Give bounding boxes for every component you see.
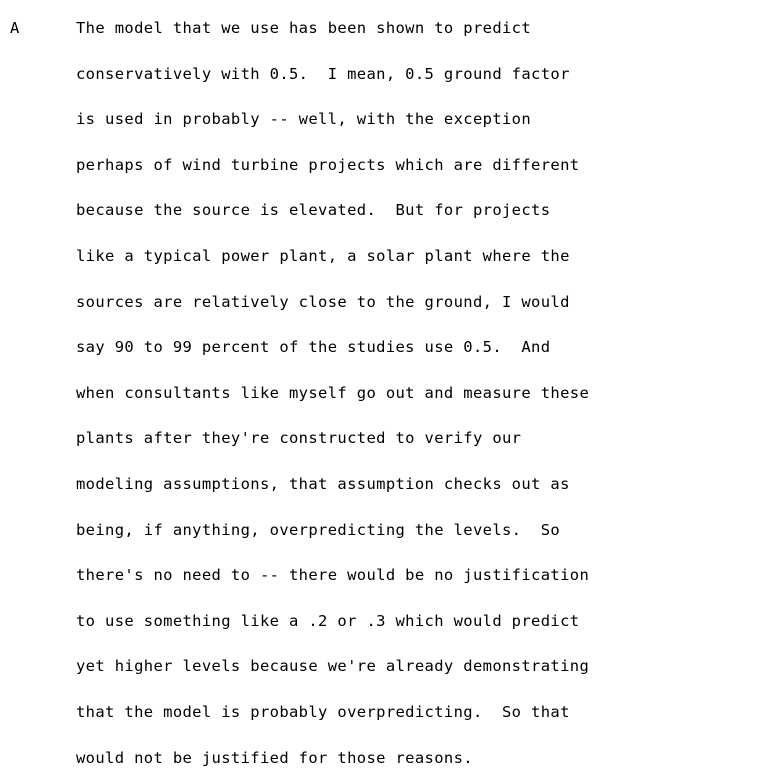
answer-text	[76, 6, 768, 781]
speaker-label: A	[0, 6, 76, 52]
transcript-line: is used in probably -- well, with the exception	[76, 97, 762, 143]
transcript-line: conservatively with 0.5. I mean, 0.5 ground factor	[76, 52, 762, 98]
transcript-line: yet higher levels because we're already demonstrating	[76, 644, 762, 690]
transcript-line: because the source is elevated. But for projects	[76, 188, 762, 234]
transcript-line: The model that we use has been shown to predict	[76, 6, 762, 52]
transcript-line: like a typical power plant, a solar plant where the	[76, 234, 762, 280]
transcript-line: that the model is probably overpredicting. So that	[76, 690, 762, 736]
transcript-line: when consultants like myself go out and measure these	[76, 371, 762, 417]
transcript-line: sources are relatively close to the ground, I would	[76, 280, 762, 326]
transcript-line: to use something like a .2 or .3 which would predict	[76, 599, 762, 645]
transcript-line: modeling assumptions, that assumption checks out as	[76, 462, 762, 508]
transcript-line: perhaps of wind turbine projects which are different	[76, 143, 762, 189]
transcript-line: there's no need to -- there would be no justification	[76, 553, 762, 599]
transcript-line: say 90 to 99 percent of the studies use 0.5. And	[76, 325, 762, 371]
transcript-line: would not be justified for those reasons.	[76, 736, 762, 781]
transcript-line: plants after they're constructed to verify our	[76, 416, 762, 462]
qa-block	[0, 6, 768, 781]
transcript-line: being, if anything, overpredicting the levels. So	[76, 508, 762, 554]
